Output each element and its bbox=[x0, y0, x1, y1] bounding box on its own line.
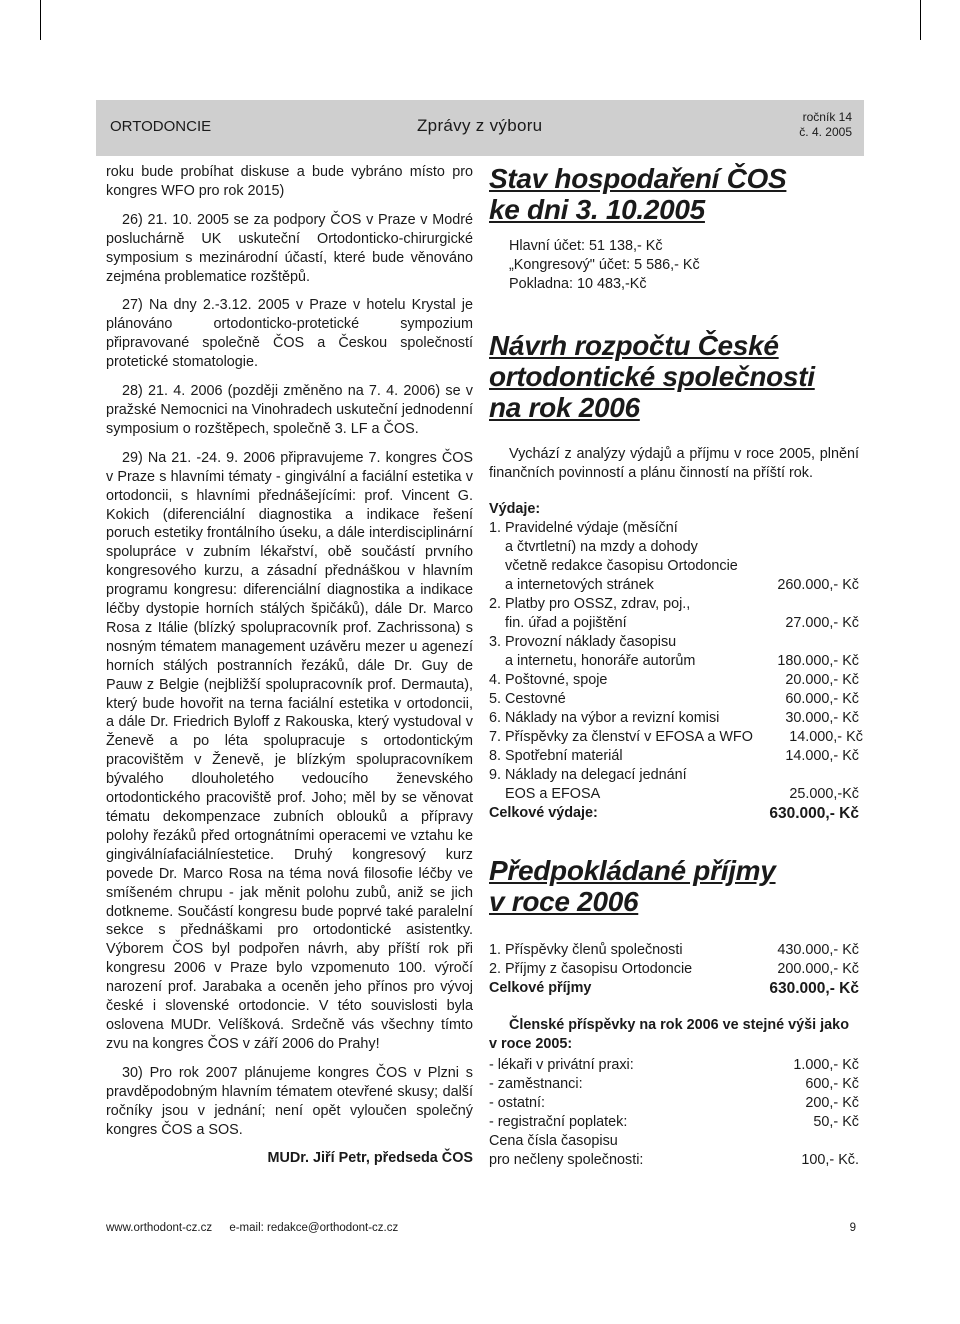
expense-row bbox=[489, 671, 859, 690]
issue-label: č. 4. 2005 bbox=[799, 125, 852, 139]
income-desc: 2. Příjmy z časopisu Ortodoncie bbox=[489, 961, 693, 977]
header-volume bbox=[799, 110, 852, 140]
budget-heading-line: Návrh rozpočtu České bbox=[489, 330, 779, 361]
income-amount: 200.000,- Kč bbox=[777, 961, 859, 977]
expense-amount: 25.000,-Kč bbox=[789, 786, 859, 802]
price-label: Cena čísla časopisu bbox=[489, 1133, 618, 1149]
expense-desc: EOS a EFOSA bbox=[489, 786, 601, 802]
expense-desc: 5. Cestovné bbox=[489, 691, 566, 707]
expense-row bbox=[489, 728, 863, 747]
paragraph: 26) 21. 10. 2005 se za podpory ČOS v Praze v Modré posluchárně UK uskuteční Ortodonticko-chirurgické symposium s mezinárodní účastí, které bude věnováno zejména problematice rozštěpů. bbox=[106, 211, 473, 285]
income-total-row bbox=[489, 979, 859, 998]
membership-title: Členské příspěvky na rok 2006 ve stejné výši jako v roce 2005: bbox=[489, 1017, 849, 1052]
status-heading bbox=[489, 163, 859, 225]
membership-row bbox=[489, 1113, 859, 1132]
budget-heading-line: ortodontické společnosti bbox=[489, 361, 815, 392]
expense-row bbox=[489, 652, 859, 671]
membership-amount: 600,- Kč bbox=[805, 1076, 859, 1092]
membership-desc: - zaměstnanci: bbox=[489, 1076, 583, 1092]
expenses-list bbox=[489, 519, 863, 823]
price-row bbox=[489, 1151, 859, 1170]
paragraph: roku bude probíhat diskuse a bude vybráno místo pro kongres WFO pro rok 2015) bbox=[106, 164, 473, 199]
expense-row bbox=[489, 614, 859, 633]
membership-desc: - ostatní: bbox=[489, 1095, 545, 1111]
right-column bbox=[489, 163, 863, 1170]
income-row bbox=[489, 960, 859, 979]
paragraph: 28) 21. 4. 2006 (později změněno na 7. 4. 2006) se v pražské Nemocnici na Vinohradech uskuteční jednodenní symposium o rozštěpech, společně 3. LF a ČOS. bbox=[106, 383, 473, 437]
expense-row bbox=[489, 709, 859, 728]
membership-row bbox=[489, 1056, 859, 1075]
expense-row bbox=[489, 747, 859, 766]
status-heading-line: ke dni 3. 10.2005 bbox=[489, 194, 705, 225]
header-title: Zprávy z výboru bbox=[417, 116, 543, 135]
expense-row bbox=[489, 690, 859, 709]
account-balances bbox=[489, 237, 859, 294]
expense-amount: 27.000,- Kč bbox=[785, 615, 859, 631]
footer-website[interactable]: www.orthodont-cz.cz bbox=[106, 1222, 213, 1234]
paragraph: 27) Na dny 2.-3.12. 2005 v Praze v hotelu Krystal je plánováno ortodonticko-protetické sympozium připravované společně ČOS a Českou společností protetické stomatologie. bbox=[106, 297, 473, 371]
crop-mark-left bbox=[40, 0, 41, 40]
account-line: Pokladna: 10 483,-Kč bbox=[509, 276, 647, 292]
income-amount: 430.000,- Kč bbox=[777, 942, 859, 958]
income-heading bbox=[489, 855, 859, 917]
expense-line: 9. Náklady na delegací jednání bbox=[489, 767, 687, 783]
footer-email[interactable]: e-mail: redakce@orthodont-cz.cz bbox=[229, 1222, 399, 1234]
expense-line: včetně redakce časopisu Ortodoncie bbox=[489, 558, 738, 574]
membership-row bbox=[489, 1075, 859, 1094]
membership-desc: - registrační poplatek: bbox=[489, 1114, 628, 1130]
expense-desc: fin. úřad a pojištění bbox=[489, 615, 627, 631]
volume-label: ročník 14 bbox=[802, 110, 852, 124]
signature: MUDr. Jiří Petr, předseda ČOS bbox=[267, 1150, 473, 1167]
expenses-total-amount: 630.000,- Kč bbox=[769, 805, 859, 822]
income-total-amount: 630.000,- Kč bbox=[769, 980, 859, 997]
budget-heading bbox=[489, 330, 859, 423]
expenses-total-row bbox=[489, 804, 859, 823]
income-list bbox=[489, 941, 859, 998]
budget-intro: Vychází z analýzy výdajů a příjmu v roce 2005, plnění finančních povinností a plánu činností na příští rok. bbox=[489, 446, 859, 481]
account-line: Hlavní účet: 51 138,- Kč bbox=[509, 238, 663, 254]
expense-line: 3. Provozní náklady časopisu bbox=[489, 634, 677, 650]
expense-line: 1. Pravidelné výdaje (měsíční bbox=[489, 520, 678, 536]
expense-desc: a internetu, honoráře autorům bbox=[489, 653, 696, 669]
expenses-label: Výdaje: bbox=[489, 501, 541, 517]
expense-amount: 14.000,- Kč bbox=[789, 729, 863, 745]
page-header bbox=[96, 100, 864, 156]
expense-line: 2. Platby pro OSSZ, zdrav, poj., bbox=[489, 596, 691, 612]
expense-row bbox=[489, 785, 859, 804]
expense-amount: 30.000,- Kč bbox=[785, 710, 859, 726]
membership-list bbox=[489, 1056, 859, 1170]
income-desc: 1. Příspěvky členů společnosti bbox=[489, 942, 683, 958]
income-heading-line: v roce 2006 bbox=[489, 886, 639, 917]
expenses-total-label: Celkové výdaje: bbox=[489, 805, 598, 821]
expense-desc: 8. Spotřební materiál bbox=[489, 748, 623, 764]
page-footer bbox=[106, 1222, 412, 1234]
crop-mark-right bbox=[920, 0, 921, 40]
expense-amount: 14.000,- Kč bbox=[785, 748, 859, 764]
expense-amount: 180.000,- Kč bbox=[777, 653, 859, 669]
status-heading-line: Stav hospodaření ČOS bbox=[489, 163, 787, 194]
expense-desc: a internetových stránek bbox=[489, 577, 654, 593]
paragraph: 29) Na 21. -24. 9. 2006 připravujeme 7. kongres ČOS v Praze s hlavními tématy - gingivální a faciální estetika v ortodoncii, s hlavními přednášejícími: prof. Vincent G. Kokich (diferenciální diagnostika a indikace řešení poruch estetiky frontálního úseku, a dále interdisciplinární spolupráce v zubním lékařství, obě součástí prvního kongresového kurzu, a zásadní přednáškou v hlavním programu kongresu: diferenciální diagnostika a indikace léčby dystopie horních stálých špičáků), dále Dr. Marco Rosa z Itálie (blízký spolupracovník prof. Zachrissona) s nosným tématem management uzávěru mezer u agenezí horních stálých postranních řezáků, dále Dr. Guy de Pauw z Belgie (nejbližší spolupracovník prof. Dermauta), který bude hovořit na terna faciální estetika v ortodoncii, a dále Dr. Friedrich Byloff z Rakouska, který vystudoval v Ženevě a po léta spolupracuje s ortodontickým pracovištěm v Ženevě, je blízkým spolupracovníkem bývalého dlouholetého vedoucího ženevského ortodontického pracoviště prof. Joho; měl by se věnovat tématu dekompenzace zubních oblouků a přípravy polohy řezáků před ortognátními operacemi ve vztahu ke gingiválníafaciálníestetice. Druhý kongresový kurz povede Dr. Marco Rosa na téma nová filosofie léčby ve smíšeném chrupu - jak měnit polohu zubů, aniž se jich dotkneme. Součástí kongresu bude poprvé také paralelní sekce s přednáškami pro ortodontické asistentky. Výborem ČOS byl podpořen návrh, aby příští rok při kongresu 2006 v Praze bylo vzpomenuto 100. výročí narození prof. Jarabaka a oceněn jeho přínos pro vývoj české i slovenské ortodoncie. V této souvislosti byla oslovena MUDr. Velíšková. Srdečně vás všechny tímto zvu na kongres ČOS v září 2006 do Prahy! bbox=[106, 449, 473, 1052]
expense-amount: 20.000,- Kč bbox=[785, 672, 859, 688]
left-column bbox=[106, 163, 473, 1168]
income-row bbox=[489, 941, 859, 960]
account-line: „Kongresový" účet: 5 586,- Kč bbox=[509, 257, 700, 273]
expense-row bbox=[489, 576, 859, 595]
price-desc: pro nečleny společnosti: bbox=[489, 1152, 644, 1168]
page-number: 9 bbox=[849, 1222, 856, 1234]
expense-desc: 6. Náklady na výbor a revizní komisi bbox=[489, 710, 720, 726]
membership-amount: 50,- Kč bbox=[813, 1114, 859, 1130]
income-total-label: Celkové příjmy bbox=[489, 980, 592, 996]
membership-desc: - lékaři v privátní praxi: bbox=[489, 1057, 634, 1073]
expense-amount: 60.000,- Kč bbox=[785, 691, 859, 707]
budget-heading-line: na rok 2006 bbox=[489, 392, 640, 423]
price-amount: 100,- Kč. bbox=[801, 1152, 859, 1168]
income-heading-line: Předpokládané příjmy bbox=[489, 855, 776, 886]
expense-desc: 7. Příspěvky za členství v EFOSA a WFO bbox=[489, 729, 753, 745]
expense-amount: 260.000,- Kč bbox=[777, 577, 859, 593]
membership-row bbox=[489, 1094, 859, 1113]
expense-desc: 4. Poštovné, spoje bbox=[489, 672, 608, 688]
expense-line: a čtvrtletní) na mzdy a dohody bbox=[489, 539, 698, 555]
paragraph: 30) Pro rok 2007 plánujeme kongres ČOS v Plzni s pravděpodobným hlavním tématem otevřené skusy; další ročníky jsou v jednání; není opět vyloučen společný kongres ČOS a SOS. bbox=[106, 1064, 473, 1138]
membership-amount: 1.000,- Kč bbox=[793, 1057, 859, 1073]
header-section: ORTODONCIE bbox=[110, 118, 212, 135]
membership-amount: 200,- Kč bbox=[805, 1095, 859, 1111]
